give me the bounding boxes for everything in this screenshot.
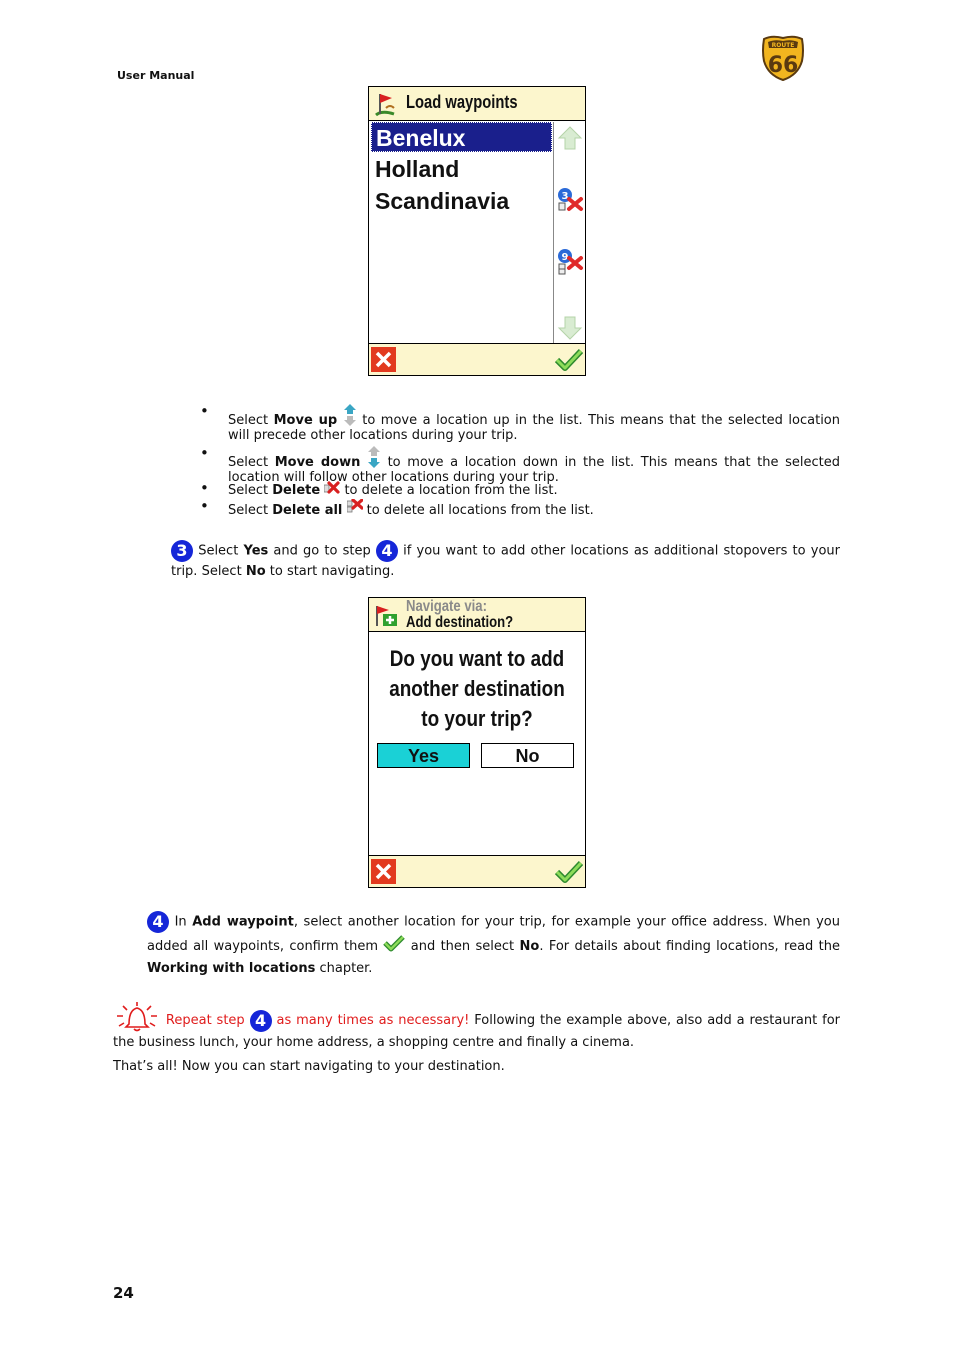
delete-all-inline-icon xyxy=(347,499,363,514)
alarm-bell-icon xyxy=(113,1000,161,1032)
delete-icon[interactable] xyxy=(555,187,585,213)
screen-title-line2: Add destination? xyxy=(406,614,514,631)
step-bold: No xyxy=(519,938,540,954)
tip-red-text: Repeat step xyxy=(165,1013,250,1028)
screen-title-line1: Navigate via: xyxy=(406,598,487,615)
screen-titlebar xyxy=(369,87,585,121)
cancel-icon[interactable] xyxy=(371,347,396,372)
tip-paragraph xyxy=(113,1000,840,1053)
step-bold: Add waypoint xyxy=(192,914,294,930)
delete-all-badge: 9 xyxy=(561,252,569,263)
bullet-delete-all xyxy=(228,499,840,518)
bullet-delete xyxy=(228,481,840,498)
step-number-badge: 4 xyxy=(376,540,398,562)
step-text: and go to step xyxy=(268,543,376,559)
screen-titlebar xyxy=(369,598,585,632)
step-text: , select another location for your trip, for example your office address. When you added all waypoints, confirm them xyxy=(147,914,840,954)
step-text: to start navigating. xyxy=(265,564,395,579)
step-text: if you want to add other locations as additional stopovers to your trip. Select xyxy=(171,543,840,579)
step-text: and then select xyxy=(410,938,520,954)
logo-line1: ROUTE xyxy=(771,42,795,49)
closing-text: That’s all! Now you can start navigating to your destination. xyxy=(113,1059,505,1074)
bullet-post: to delete a location from the list. xyxy=(340,483,558,498)
bullet-bold: Move up xyxy=(273,413,338,428)
waypoint-flag-icon xyxy=(372,90,398,117)
delete-badge: 3 xyxy=(561,191,569,202)
logo-line2: 66 xyxy=(767,53,799,78)
step-bold: Yes xyxy=(243,543,269,559)
no-button[interactable]: No xyxy=(481,743,574,768)
step-number-badge: 3 xyxy=(171,540,193,562)
bullet-pre: Select xyxy=(228,413,274,428)
step-bold: Working with locations xyxy=(147,960,316,976)
confirm-inline-icon xyxy=(383,934,405,952)
add-waypoint-flag-icon xyxy=(371,602,399,628)
bullet-move-down xyxy=(228,446,840,485)
load-waypoints-screen xyxy=(368,86,586,376)
bullet-pre: Select xyxy=(228,455,275,470)
bullet-post: to move a location up in the list. This means that the selected location will precede other locations during your trip. xyxy=(228,413,840,443)
delete-inline-icon xyxy=(324,481,340,494)
list-item[interactable]: Benelux xyxy=(371,122,552,152)
bullet-bold: Delete all xyxy=(272,503,343,518)
question-line: Do you want to add xyxy=(389,646,565,671)
step-number-badge: 4 xyxy=(147,911,169,933)
bullet-post: to delete all locations from the list. xyxy=(362,503,594,518)
delete-all-icon[interactable] xyxy=(555,248,585,276)
list-item[interactable]: Scandinavia xyxy=(375,188,510,214)
step-number-badge: 4 xyxy=(250,1010,272,1032)
confirm-check-icon[interactable] xyxy=(555,347,583,372)
move-up-icon[interactable] xyxy=(557,125,583,151)
page-number: 24 xyxy=(113,1284,134,1302)
step-text: . For details about finding locations, read the xyxy=(539,938,841,954)
screen-bottombar xyxy=(369,343,585,375)
tip-text: Following the example above, also add a restaurant for the business lunch, your home address, a shopping centre and finally a cinema. xyxy=(113,1013,840,1050)
step-4-paragraph xyxy=(147,911,840,980)
header-title: User Manual xyxy=(117,69,195,82)
screen-bottombar xyxy=(369,855,585,887)
question-text xyxy=(369,644,585,734)
step-text: Select xyxy=(198,543,244,559)
bullet-bold: Delete xyxy=(272,483,321,498)
question-line: another destination xyxy=(389,676,565,701)
navigate-via-screen xyxy=(368,597,586,888)
bullet-bold: Move down xyxy=(274,455,361,470)
cancel-icon[interactable] xyxy=(371,859,396,884)
step-text: chapter. xyxy=(315,960,373,976)
step-bold: No xyxy=(245,564,266,579)
yes-button[interactable]: Yes xyxy=(377,743,470,768)
list-item[interactable]: Holland xyxy=(375,156,460,182)
bullet-pre: Select xyxy=(228,503,273,518)
move-down-inline-icon xyxy=(367,446,381,468)
screen-title: Load waypoints xyxy=(406,92,518,112)
confirm-check-icon[interactable] xyxy=(555,859,583,884)
step-text: In xyxy=(174,914,193,930)
bullet-move-up xyxy=(228,404,840,443)
bullet-pre: Select xyxy=(228,483,273,498)
route66-logo xyxy=(760,35,806,81)
question-line: to your trip? xyxy=(421,706,533,731)
move-down-icon[interactable] xyxy=(557,315,583,341)
side-toolbar xyxy=(553,122,585,343)
step-3-paragraph xyxy=(171,540,840,581)
tip-red-text: as many times as necessary! xyxy=(276,1013,470,1028)
move-up-inline-icon xyxy=(343,404,357,426)
bullet-post: to move a location down in the list. This means that the selected location will follow other locations during your trip. xyxy=(228,455,840,485)
